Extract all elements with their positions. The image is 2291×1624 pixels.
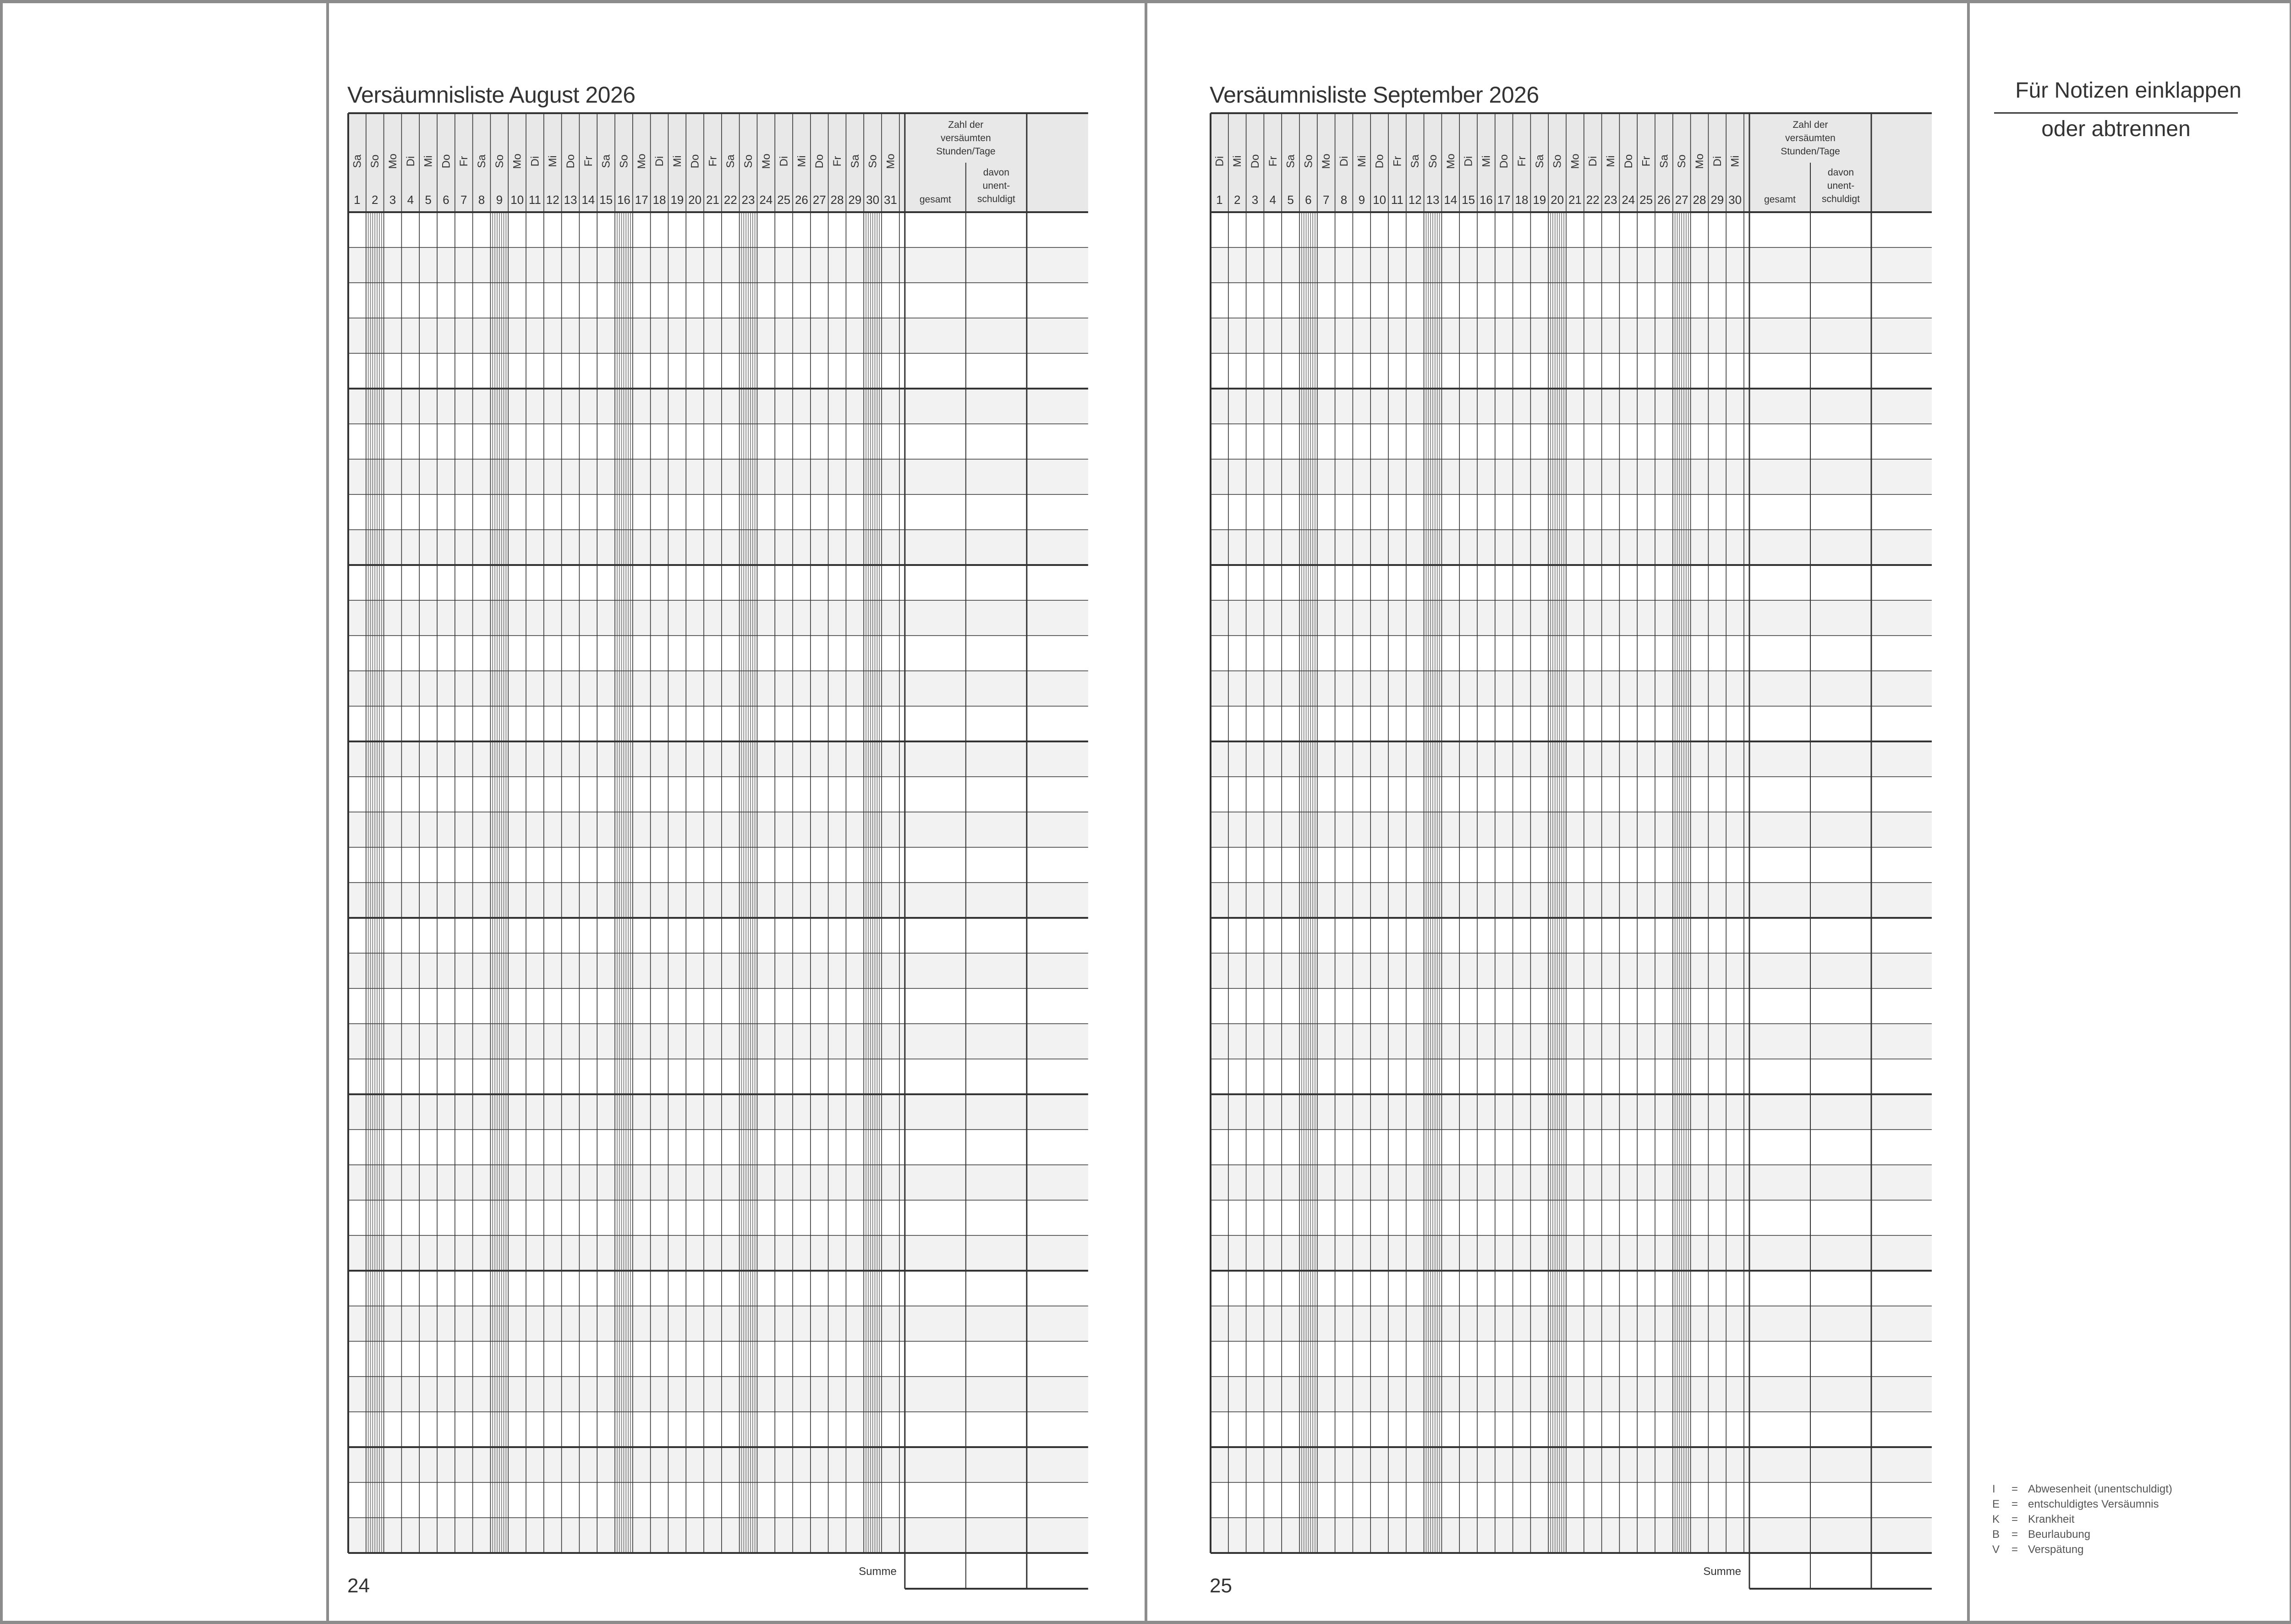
row-stripe: [1211, 1094, 1932, 1130]
row-stripe: [348, 247, 1088, 283]
notes-rule: [1994, 112, 2238, 114]
weekday-label: Sa: [351, 154, 364, 168]
absence-count-heading: Stunden/Tage: [936, 146, 996, 157]
row-stripe: [348, 1377, 1088, 1412]
row-stripe: [1211, 953, 1932, 988]
weekday-label: Mi: [1231, 155, 1244, 167]
row-stripe: [1211, 1024, 1932, 1059]
weekday-label: Di: [1462, 156, 1475, 167]
day-number-label: 15: [599, 193, 613, 207]
day-number-label: 6: [1305, 193, 1312, 207]
row-stripe: [348, 812, 1088, 847]
weekday-label: Do: [1373, 154, 1386, 169]
row-stripe: [1211, 812, 1932, 847]
weekday-label: Sa: [1658, 154, 1671, 168]
page-number-right: 25: [1210, 1575, 1232, 1597]
legend-label: Abwesenheit (unentschuldigt): [2028, 1483, 2172, 1495]
legend-item: [1992, 1481, 2172, 1497]
day-number-label: 25: [777, 193, 791, 207]
weekday-label: Sa: [1284, 154, 1297, 168]
row-stripe: [348, 671, 1088, 706]
row-stripe: [1211, 671, 1932, 706]
weekday-label: Mi: [1605, 155, 1617, 167]
weekday-label: Mo: [1569, 154, 1582, 169]
row-stripe: [1211, 1447, 1932, 1482]
day-number-label: 1: [1216, 193, 1223, 207]
day-number-label: 8: [1340, 193, 1348, 207]
weekday-label: So: [618, 154, 630, 168]
day-number-label: 6: [443, 193, 449, 207]
legend-label: Krankheit: [2028, 1513, 2075, 1525]
day-number-label: 19: [1533, 193, 1546, 207]
weekday-label: Sa: [600, 154, 613, 168]
day-number-label: 21: [706, 193, 719, 207]
day-number-label: 7: [460, 193, 467, 207]
legend-item: [1992, 1497, 2172, 1512]
weekday-label: Do: [440, 154, 453, 169]
weekday-label: Mo: [884, 154, 897, 169]
legend-label: Verspätung: [2028, 1543, 2084, 1556]
day-number-label: 3: [389, 193, 396, 207]
weekday-label: Do: [1249, 154, 1261, 169]
day-number-label: 13: [564, 193, 577, 207]
day-number-label: 26: [795, 193, 808, 207]
day-number-label: 5: [1287, 193, 1294, 207]
row-stripe: [348, 1518, 1088, 1553]
day-number-label: 1: [354, 193, 361, 207]
day-number-label: 10: [1373, 193, 1387, 207]
unexcused-heading: davon: [983, 167, 1009, 178]
row-stripe: [348, 1094, 1088, 1130]
weekday-label: Fr: [1266, 156, 1279, 167]
weekday-label: Mi: [547, 155, 559, 167]
legend-label: entschuldigtes Versäumnis: [2028, 1498, 2159, 1510]
weekday-label: Fr: [1640, 156, 1653, 167]
day-number-label: 29: [848, 193, 862, 207]
legend-key: K: [1992, 1513, 2000, 1525]
day-number-label: 24: [759, 193, 773, 207]
weekday-label: Di: [1338, 156, 1350, 167]
weekday-label: So: [1551, 154, 1564, 168]
day-number-label: 17: [635, 193, 648, 207]
notes-detach-hint: oder abtrennen: [2041, 117, 2191, 141]
row-stripe: [348, 1165, 1088, 1200]
row-stripe: [1211, 1165, 1932, 1200]
day-number-label: 24: [1622, 193, 1635, 207]
unexcused-heading: unent-: [982, 181, 1010, 191]
day-number-label: 5: [425, 193, 432, 207]
day-number-label: 27: [1675, 193, 1688, 207]
sum-label: Summe: [1703, 1565, 1741, 1578]
day-number-label: 7: [1322, 193, 1330, 207]
row-stripe: [1211, 741, 1932, 777]
day-number-label: 22: [723, 193, 737, 207]
weekday-label: Mo: [1694, 154, 1706, 169]
legend-key: I: [1992, 1483, 1995, 1495]
legend-label: Beurlaubung: [2028, 1528, 2091, 1541]
weekday-label: Di: [1213, 156, 1226, 167]
day-number-label: 28: [830, 193, 844, 207]
weekday-label: Sa: [849, 154, 861, 168]
day-number-label: 18: [1515, 193, 1529, 207]
page-number-left: 24: [347, 1575, 370, 1597]
weekday-label: Do: [1498, 154, 1511, 169]
row-stripe: [348, 1447, 1088, 1482]
row-stripe: [348, 1235, 1088, 1271]
absence-count-heading: versäumten: [940, 133, 991, 143]
weekday-label: Mo: [511, 154, 524, 169]
day-number-label: 27: [812, 193, 826, 207]
row-stripe: [1211, 318, 1932, 353]
weekday-label: So: [369, 154, 382, 168]
day-number-label: 9: [496, 193, 503, 207]
legend-eq: =: [2011, 1483, 2018, 1495]
row-stripe: [348, 741, 1088, 777]
unexcused-heading: schuldigt: [977, 194, 1015, 204]
row-stripe: [348, 389, 1088, 424]
absence-count-heading: Zahl der: [1792, 120, 1828, 130]
row-stripe: [1211, 883, 1932, 918]
day-number-label: 31: [883, 193, 897, 207]
row-stripe: [1211, 600, 1932, 636]
legend-eq: =: [2011, 1513, 2018, 1525]
legend-eq: =: [2011, 1498, 2018, 1510]
day-number-label: 8: [478, 193, 485, 207]
weekday-label: So: [1302, 154, 1315, 168]
weekday-label: Di: [1587, 156, 1600, 167]
row-stripe: [1211, 530, 1932, 565]
day-number-label: 21: [1568, 193, 1582, 207]
weekday-label: Di: [653, 156, 666, 167]
legend-item: [1992, 1527, 2172, 1542]
legend-item: [1992, 1542, 2172, 1557]
day-number-label: 30: [1728, 193, 1742, 207]
day-number-label: 20: [1551, 193, 1564, 207]
day-number-label: 16: [617, 193, 630, 207]
weekday-label: Mi: [671, 155, 684, 167]
legend: [1992, 1481, 2172, 1557]
page-title-august: Versäumnisliste August 2026: [347, 82, 636, 108]
day-number-label: 22: [1586, 193, 1600, 207]
weekday-label: Sa: [476, 154, 488, 168]
day-number-label: 15: [1462, 193, 1475, 207]
day-number-label: 17: [1497, 193, 1511, 207]
row-stripe: [1211, 459, 1932, 494]
weekday-label: Do: [1622, 154, 1635, 169]
unexcused-heading: schuldigt: [1822, 194, 1860, 204]
weekday-label: Di: [404, 156, 417, 167]
total-heading: gesamt: [1764, 194, 1796, 205]
day-number-label: 10: [510, 193, 524, 207]
row-stripe: [1211, 389, 1932, 424]
day-number-label: 4: [1269, 193, 1277, 207]
weekday-label: Fr: [831, 156, 844, 167]
weekday-label: Mi: [1480, 155, 1493, 167]
day-number-label: 16: [1479, 193, 1493, 207]
weekday-label: Do: [565, 154, 577, 169]
row-stripe: [348, 883, 1088, 918]
legend-item: [1992, 1512, 2172, 1527]
row-stripe: [348, 600, 1088, 636]
row-stripe: [1211, 1235, 1932, 1271]
weekday-label: Mo: [760, 154, 773, 169]
day-number-label: 18: [652, 193, 666, 207]
weekday-label: Sa: [724, 154, 737, 168]
absence-count-heading: Zahl der: [948, 120, 984, 130]
unexcused-heading: unent-: [1827, 181, 1855, 191]
weekday-label: Fr: [582, 156, 595, 167]
day-number-label: 9: [1358, 193, 1365, 207]
day-number-label: 20: [688, 193, 702, 207]
absence-count-heading: versäumten: [1785, 133, 1836, 143]
day-number-label: 3: [1251, 193, 1259, 207]
absence-count-heading: Stunden/Tage: [1781, 146, 1840, 157]
weekday-label: So: [1676, 154, 1688, 168]
weekday-label: Mi: [1729, 155, 1742, 167]
weekday-label: Mi: [422, 155, 435, 167]
total-heading: gesamt: [919, 194, 951, 205]
day-number-label: 23: [1604, 193, 1617, 207]
day-number-label: 13: [1426, 193, 1440, 207]
row-stripe: [348, 1024, 1088, 1059]
day-number-label: 26: [1657, 193, 1671, 207]
weekday-label: Mo: [387, 154, 399, 169]
day-number-label: 11: [528, 193, 541, 207]
weekday-label: Mo: [1444, 154, 1457, 169]
day-number-label: 14: [581, 193, 595, 207]
weekday-label: Fr: [707, 156, 719, 167]
weekday-label: Sa: [1533, 154, 1546, 168]
row-stripe: [1211, 1518, 1932, 1553]
day-number-label: 30: [866, 193, 880, 207]
day-number-label: 12: [1408, 193, 1422, 207]
weekday-label: Fr: [458, 156, 471, 167]
weekday-label: Mi: [1355, 155, 1368, 167]
legend-eq: =: [2011, 1528, 2018, 1541]
weekday-label: Mo: [1320, 154, 1333, 169]
weekday-label: So: [742, 154, 755, 168]
weekday-label: So: [1427, 154, 1439, 168]
weekday-label: Di: [1711, 156, 1724, 167]
legend-key: V: [1992, 1543, 2000, 1556]
weekday-label: Mo: [636, 154, 648, 169]
day-number-label: 29: [1710, 193, 1724, 207]
day-number-label: 12: [546, 193, 559, 207]
weekday-label: Di: [529, 156, 542, 167]
day-number-label: 11: [1391, 193, 1403, 207]
legend-key: B: [1992, 1528, 2000, 1541]
day-number-label: 2: [1233, 193, 1241, 207]
row-stripe: [348, 459, 1088, 494]
row-stripe: [348, 1306, 1088, 1341]
legend-eq: =: [2011, 1543, 2018, 1556]
weekday-label: Fr: [1516, 156, 1528, 167]
day-number-label: 19: [670, 193, 684, 207]
weekday-label: So: [866, 154, 879, 168]
day-number-label: 23: [741, 193, 755, 207]
weekday-label: Do: [689, 154, 702, 169]
row-stripe: [1211, 247, 1932, 283]
day-number-label: 4: [407, 193, 414, 207]
weekday-label: Fr: [1391, 156, 1404, 167]
weekday-label: Do: [813, 154, 826, 169]
row-stripe: [348, 530, 1088, 565]
notes-fold-hint: Für Notizen einklappen: [2015, 78, 2242, 103]
unexcused-heading: davon: [1827, 167, 1854, 178]
row-stripe: [1211, 1306, 1932, 1341]
legend-key: E: [1992, 1498, 2000, 1510]
day-number-label: 25: [1639, 193, 1653, 207]
weekday-label: Sa: [1409, 154, 1422, 168]
day-number-label: 14: [1444, 193, 1458, 207]
day-number-label: 28: [1693, 193, 1706, 207]
row-stripe: [1211, 1377, 1932, 1412]
row-stripe: [348, 953, 1088, 988]
weekday-label: So: [493, 154, 506, 168]
page-title-september: Versäumnisliste September 2026: [1210, 82, 1539, 108]
sum-label: Summe: [859, 1565, 897, 1578]
row-stripe: [348, 318, 1088, 353]
weekday-label: Di: [778, 156, 790, 167]
weekday-label: Mi: [795, 155, 808, 167]
day-number-label: 2: [371, 193, 378, 207]
